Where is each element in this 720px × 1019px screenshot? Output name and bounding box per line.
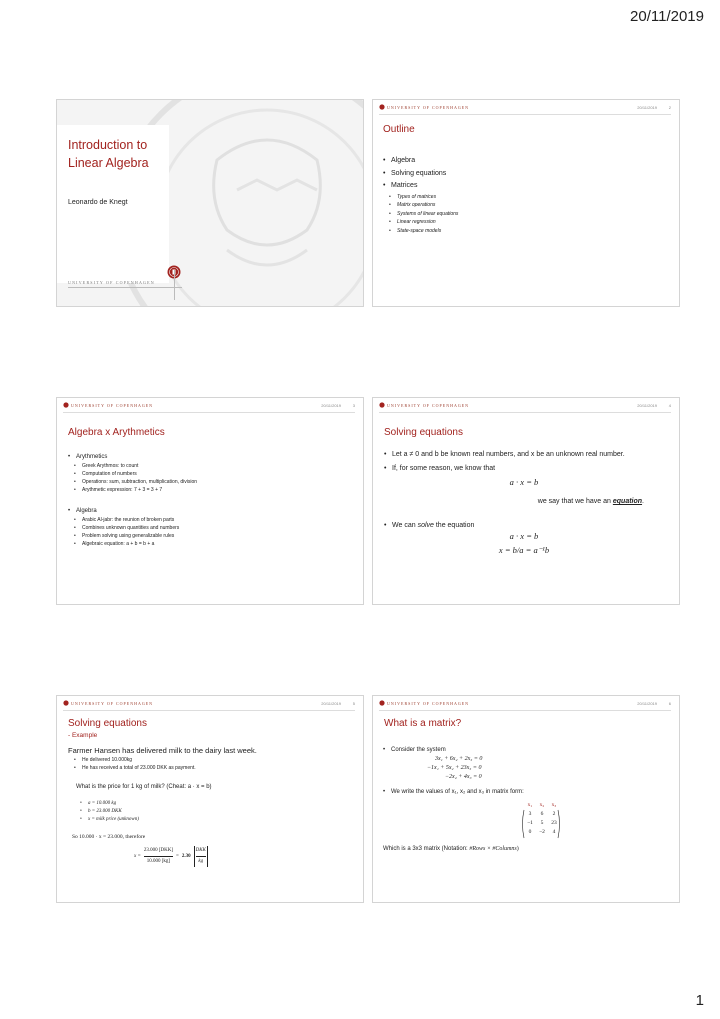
equation: −1x₁ + 5x₂ + 23x₃ = 0	[427, 765, 482, 771]
matrix-cell: 2	[552, 811, 556, 817]
equation: a · x = b	[509, 477, 539, 487]
list-subitem: • State-space models	[383, 227, 458, 236]
header-university: UNIVERSITY OF COPENHAGEN	[387, 701, 470, 706]
page-number: 1	[695, 992, 704, 1009]
matrix-cell: 6	[540, 811, 544, 817]
content-list	[68, 452, 197, 548]
header-date: 20/11/2019	[637, 403, 657, 408]
slide-3	[57, 398, 363, 604]
slide-subtitle: - Example	[68, 732, 98, 739]
matrix-cell: −1	[527, 820, 533, 826]
header-university: UNIVERSITY OF COPENHAGEN	[387, 105, 470, 110]
definition: • a = 10.000 kg	[74, 800, 353, 808]
list-subitem: • He has received a total of 23.000 DKK as payment.	[68, 764, 353, 772]
crown-logo-icon	[63, 402, 69, 408]
matrix-note: Which is a 3x3 matrix (Notation: #Rows × #Columns)	[383, 846, 519, 852]
definition: • x = milk price (unknown)	[74, 816, 353, 824]
statement: So 10.000 · x = 23.000, therefore	[72, 834, 146, 840]
slide-header	[379, 700, 671, 711]
unit-denominator: kg	[198, 859, 204, 864]
slide-number: 2	[668, 105, 671, 110]
equation-system	[427, 755, 668, 782]
paragraph: • Let a ≠ 0 and b be known real numbers, and x be an unknown real number.	[384, 450, 664, 460]
header-date: 20/11/2019	[637, 105, 657, 110]
result-value: 2.30	[181, 853, 191, 859]
column-header: x₃	[551, 802, 557, 808]
solution-fraction: x = 23.000 [DKK] 10.000 [kg] = 2.30 DKK kg	[134, 846, 353, 867]
paragraph: • We can solve the equation	[384, 521, 664, 531]
list-subitem: • Computation of numbers	[68, 470, 197, 478]
slide-6	[373, 696, 679, 902]
list-subitem: • Combines unknown quantities and numbers	[68, 524, 197, 532]
list-subitem: • He delivered 10.000kg	[68, 756, 353, 764]
presentation-title: Introduction to Linear Algebra	[68, 138, 149, 170]
column-header: x₂	[539, 802, 545, 808]
list-subitem: • Matrix operations	[383, 201, 458, 210]
slide-header	[63, 402, 355, 413]
footer-university: UNIVERSITY OF COPENHAGEN	[68, 280, 155, 285]
divider	[174, 270, 175, 300]
slide-title: Algebra x Arythmetics	[68, 427, 165, 438]
header-university: UNIVERSITY OF COPENHAGEN	[71, 403, 154, 408]
equation: 3x₁ + 6x₂ + 2x₃ = 0	[435, 756, 483, 762]
header-university: UNIVERSITY OF COPENHAGEN	[387, 403, 470, 408]
list-item: • Algebra	[68, 506, 197, 516]
list-subitem: • Algebraic equation: a + b = b + a	[68, 540, 197, 548]
matrix-cell: −2	[539, 829, 545, 835]
list-item: • Solving equations	[383, 168, 458, 181]
content	[68, 746, 353, 867]
slide-number: 6	[668, 701, 671, 706]
list-subitem: • Arythmetic expression: 7 + 3 = 3 + 7	[68, 486, 197, 494]
list-subitem: • Greek Arythmos: to count	[68, 462, 197, 470]
matrix-cell: 5	[540, 820, 544, 826]
content	[383, 746, 668, 854]
slide-1	[57, 100, 363, 306]
matrix-cell: 4	[552, 829, 556, 835]
slide-number: 5	[352, 701, 355, 706]
term-solve: solve	[417, 522, 434, 529]
equation: a · x = b	[509, 531, 539, 541]
matrix-cell: 23	[551, 820, 557, 826]
list-subitem: • Problem solving using generalizable rules	[68, 532, 197, 540]
list-subitem: • Types of matrices	[383, 193, 458, 202]
list-subitem: • Operations: sum, subtraction, multiplication, division	[68, 478, 197, 486]
slide-number: 3	[352, 403, 355, 408]
crown-logo-icon	[379, 402, 385, 408]
column-header: x₁	[527, 802, 533, 808]
question: What is the price for 1 kg of milk? (Cheat: a · x = b)	[76, 784, 212, 790]
list-subitem: • Linear regression	[383, 218, 458, 227]
slide-header	[379, 104, 671, 115]
definition: • b = 23.000 DKK	[74, 808, 353, 816]
header-date: 20/11/2019	[637, 701, 657, 706]
matrix-brackets	[521, 809, 561, 839]
slide-title: Solving equations	[68, 718, 147, 729]
slide-title: Outline	[383, 124, 415, 135]
list-item: • Algebra	[383, 155, 458, 168]
slide-2	[373, 100, 679, 306]
list-item: • Arythmetics	[68, 452, 197, 462]
author-name: Leonardo de Knegt	[68, 199, 128, 206]
paragraph: • If, for some reason, we know that	[384, 464, 664, 474]
paragraph: • We write the values of x₁, x₂ and x₃ in matrix form:	[383, 788, 668, 797]
slide-5	[57, 696, 363, 902]
term-equation: equation	[612, 498, 643, 505]
header-date: 20/11/2019	[321, 701, 341, 706]
slide-title: Solving equations	[384, 427, 463, 438]
crown-logo-icon	[63, 700, 69, 706]
list-subitem: • Arabic Al-jabr: the reunion of broken parts	[68, 516, 197, 524]
crown-logo-icon	[379, 700, 385, 706]
crown-logo-icon	[379, 104, 385, 110]
slide-4	[373, 398, 679, 604]
slide-number: 4	[668, 403, 671, 408]
slide-header	[379, 402, 671, 413]
fraction-denominator: 10.000 [kg]	[146, 859, 171, 864]
paragraph: • Consider the system	[383, 746, 668, 755]
divider	[68, 287, 182, 288]
matrix-cell: 0	[528, 829, 532, 835]
header-date: 20/11/2019	[321, 403, 341, 408]
list-subitem: • Systems of linear equations	[383, 210, 458, 219]
content	[384, 450, 664, 555]
matrix-cell: 3	[528, 811, 532, 817]
header-university: UNIVERSITY OF COPENHAGEN	[71, 701, 154, 706]
equation: −2x₂ + 4x₃ = 0	[445, 774, 482, 780]
matrix	[521, 801, 561, 839]
page-date: 20/11/2019	[630, 8, 704, 25]
paragraph: Farmer Hansen has delivered milk to the dairy last week.	[68, 746, 257, 755]
outline-list	[383, 155, 458, 235]
list-item: • Matrices	[383, 180, 458, 193]
slide-title: What is a matrix?	[384, 718, 462, 729]
equation: x = b/a = a⁻¹b	[498, 545, 550, 555]
slide-header	[63, 700, 355, 711]
paragraph: we say that we have an equation.	[537, 498, 644, 505]
fraction-numerator: 23.000 [DKK]	[144, 846, 173, 857]
unit-numerator: DKK	[196, 846, 206, 857]
